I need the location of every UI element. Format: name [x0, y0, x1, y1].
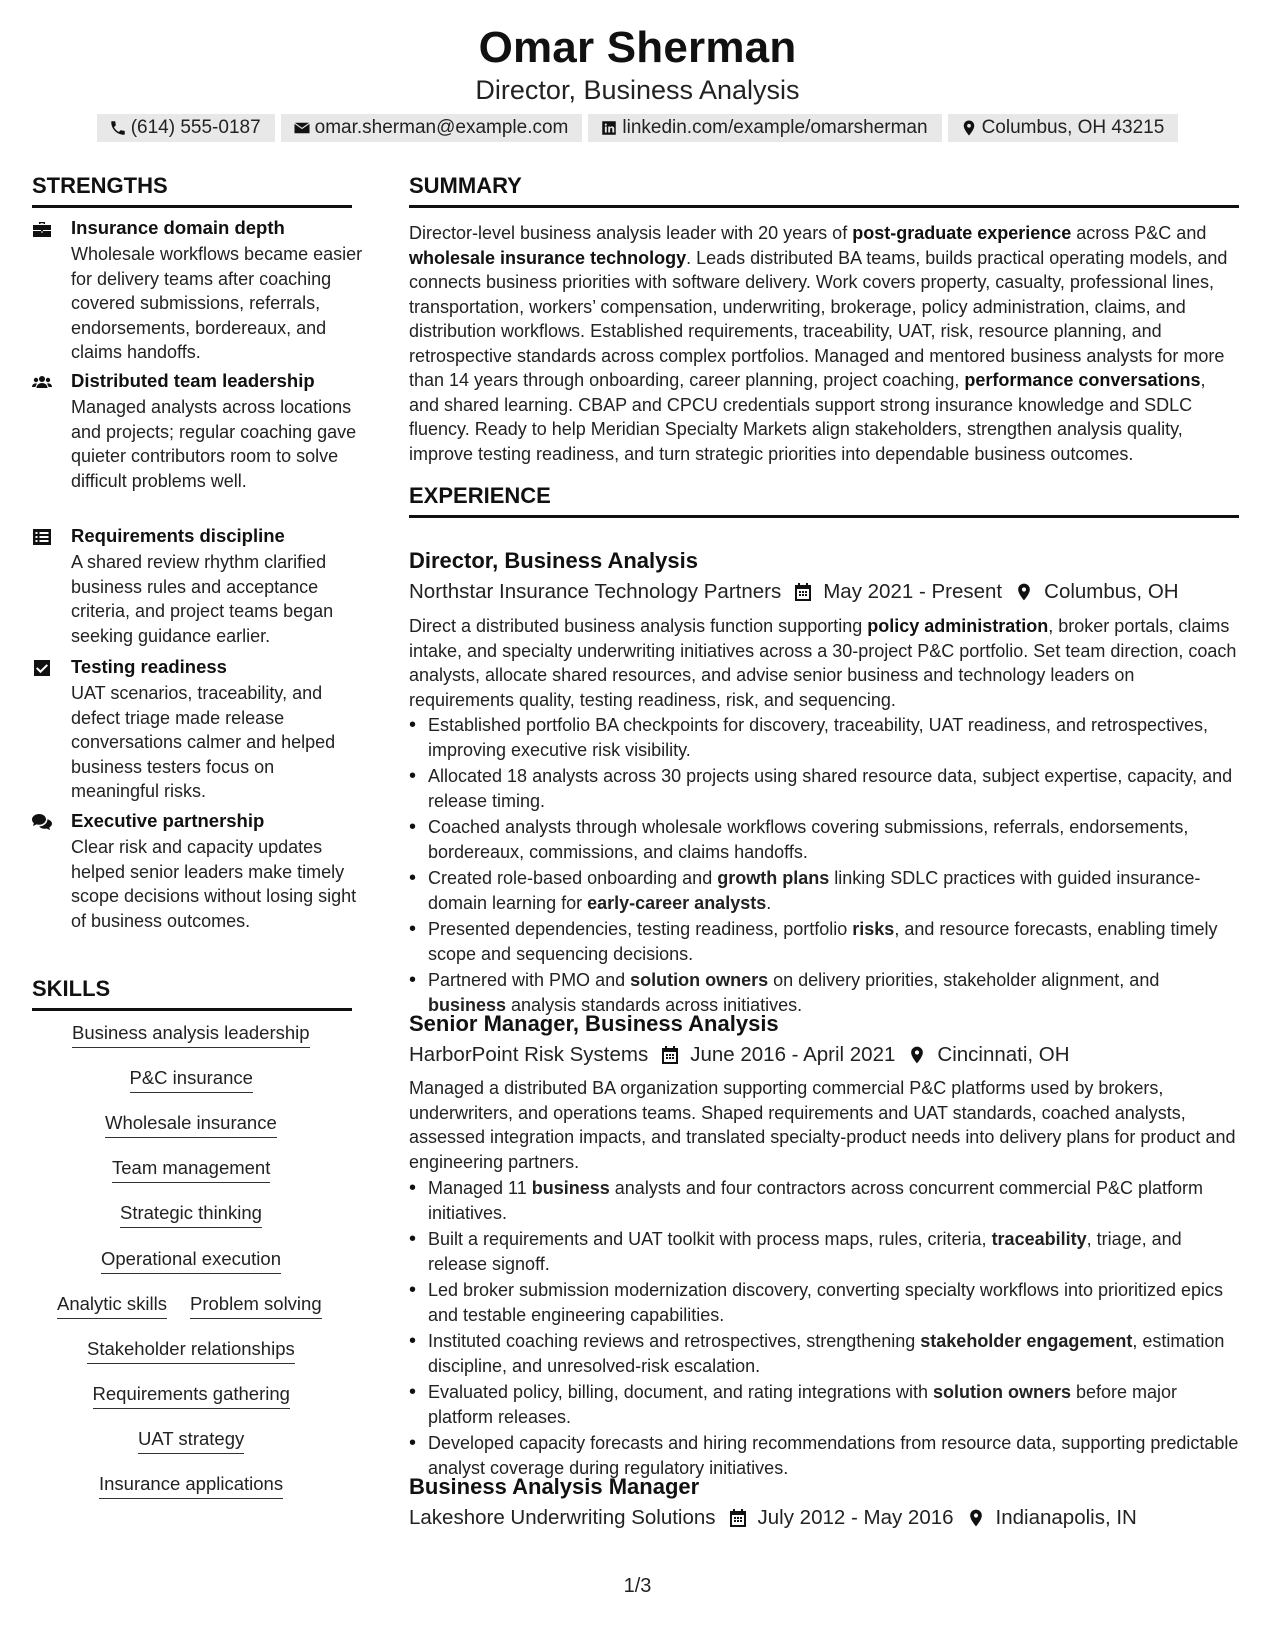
skill-tag: Operational execution — [101, 1248, 281, 1274]
location-icon — [907, 1045, 927, 1065]
job-dates: June 2016 - April 2021 — [690, 1043, 896, 1066]
summary-heading: SUMMARY — [409, 173, 1239, 208]
contact-phone-text: (614) 555-0187 — [130, 117, 261, 138]
comments-icon — [32, 813, 52, 831]
strength-title: Testing readiness — [71, 656, 227, 677]
job-location: Cincinnati, OH — [937, 1043, 1070, 1066]
resume-header — [0, 22, 1275, 106]
job-bullet: • Created role-based onboarding and growth plans linking SDLC practices with guided insurance-domain learning for early-career analysts. — [409, 866, 1239, 915]
job-meta — [409, 1506, 1137, 1530]
calendar-icon — [660, 1045, 680, 1065]
job-bullet: • Instituted coaching reviews and retrospectives, strengthening stakeholder engagement, estimation discipline, and unresolved-risk escalation. — [409, 1329, 1239, 1378]
contact-location[interactable] — [948, 114, 1179, 142]
contact-linkedin-text: linkedin.com/example/omarsherman — [622, 117, 928, 138]
skill-tag: Analytic skills — [57, 1293, 167, 1319]
job-bullet: • Built a requirements and UAT toolkit with process maps, rules, criteria, traceability, triage, and release signoff. — [409, 1227, 1239, 1276]
job-meta — [409, 580, 1179, 604]
page-number: 1/3 — [623, 1575, 652, 1597]
job-bullet: • Evaluated policy, billing, document, and rating integrations with solution owners before major platform releases. — [409, 1380, 1239, 1429]
checkbox-icon — [32, 659, 52, 677]
strength-title: Insurance domain depth — [71, 217, 285, 238]
contact-location-text: Columbus, OH 43215 — [981, 117, 1165, 138]
skill-tag: Wholesale insurance — [105, 1112, 277, 1138]
users-icon — [32, 373, 52, 391]
briefcase-icon — [32, 220, 52, 238]
location-icon — [960, 119, 978, 137]
job-bullets — [409, 1176, 1239, 1482]
job-title: Senior Manager, Business Analysis — [409, 1011, 779, 1036]
job-description: Direct a distributed business analysis function supporting policy administration, broker portals, claims intake, and specialty underwriting initiatives across a 30-project P&C portfolio. Set team direction, coach analysts, allocate shared resources, and advise senior business and technology leaders on requirements quality, testing readiness, risk, and sequencing. — [409, 616, 1237, 710]
job-bullet: • Managed 11 business analysts and four contractors across concurrent commercial P&C platform initiatives. — [409, 1176, 1239, 1225]
contact-email[interactable] — [281, 114, 583, 142]
location-icon — [1014, 582, 1034, 602]
strength-description: Wholesale workflows became easier for delivery teams after coaching covered submissions, referrals, endorsements, bordereaux, and claims handoffs. — [71, 244, 363, 362]
job-bullet: • Established portfolio BA checkpoints for discovery, traceability, UAT readiness, and retrospectives, improving executive risk visibility. — [409, 713, 1239, 762]
job-company: Northstar Insurance Technology Partners — [409, 580, 782, 603]
skill-tag: Insurance applications — [99, 1473, 283, 1499]
linkedin-icon — [600, 119, 618, 137]
experience-heading: EXPERIENCE — [409, 483, 1239, 518]
list-icon — [32, 528, 52, 546]
skill-tag: Problem solving — [190, 1293, 322, 1319]
job-bullet: • Coached analysts through wholesale workflows covering submissions, referrals, endorsements, bordereaux, commissions, and claims handoffs. — [409, 815, 1239, 864]
job-bullet: • Allocated 18 analysts across 30 projects using shared resource data, subject expertise, capacity, and release timing. — [409, 764, 1239, 813]
strength-description: UAT scenarios, traceability, and defect triage made release conversations calmer and helped business testers focus on meaningful risks. — [71, 683, 336, 801]
contact-phone[interactable] — [97, 114, 275, 142]
job-meta — [409, 1043, 1070, 1067]
skill-tag: P&C insurance — [130, 1067, 253, 1093]
job-dates: July 2012 - May 2016 — [757, 1506, 954, 1529]
phone-icon — [109, 119, 127, 137]
job-dates: May 2021 - Present — [823, 580, 1003, 603]
strength-title: Requirements discipline — [71, 525, 285, 546]
strength-description: Clear risk and capacity updates helped senior leaders make timely scope decisions without losing sight of business outcomes. — [71, 837, 357, 931]
skill-tag: UAT strategy — [138, 1428, 244, 1454]
job-description: Managed a distributed BA organization supporting commercial P&C platforms used by brokers, underwriters, and operations teams. Shaped requirements and UAT standards, coached analysts, assessed integration impacts, and translated specialty-product needs into delivery plans for product and engineering partners. — [409, 1078, 1236, 1172]
job-bullet: • Developed capacity forecasts and hiring recommendations from resource data, supporting predictable analyst coverage during regulatory initiatives. — [409, 1431, 1239, 1480]
job-title: Director, Business Analysis — [409, 548, 698, 573]
skill-tag: Team management — [112, 1157, 270, 1183]
job-company: HarborPoint Risk Systems — [409, 1043, 649, 1066]
strengths-heading: STRENGTHS — [32, 173, 352, 208]
strength-title: Distributed team leadership — [71, 370, 315, 391]
summary-text: Director-level business analysis leader with 20 years of post-graduate experience across P&C and wholesale insurance technology. Leads distributed BA teams, builds practical operating models, and connects business priorities with software delivery. Work covers property, casualty, professional lines, transportation, workers’ compensation, underwriting, brokerage, policy administration, claims, and distribution workflows. Established requirements, traceability, UAT, risk, resource planning, and retrospective standards across complex portfolios. Managed and mentored business analysts for more than 14 years through onboarding, career planning, project coaching, performance conversations, and shared learning. CBAP and CPCU credentials support strong insurance knowledge and SDLC fluency. Ready to help Meridian Specialty Markets align stakeholders, strengthen analysis quality, improve testing readiness, and turn strategic priorities into dependable business outcomes. — [409, 223, 1228, 464]
job-location: Columbus, OH — [1044, 580, 1179, 603]
skill-tag: Business analysis leadership — [72, 1022, 310, 1048]
job-bullet: • Partnered with PMO and solution owners on delivery priorities, stakeholder alignment, and business analysis standards across initiatives. — [409, 968, 1239, 1017]
skills-heading: SKILLS — [32, 976, 352, 1011]
contact-linkedin[interactable] — [588, 114, 941, 142]
strength-description: Managed analysts across locations and projects; regular coaching gave quieter contributors room to solve difficult problems well. — [71, 397, 357, 491]
strength-description: A shared review rhythm clarified business rules and acceptance criteria, and project teams began seeking guidance earlier. — [71, 552, 334, 646]
job-bullets — [409, 713, 1239, 1019]
job-bullet: • Presented dependencies, testing readiness, portfolio risks, and resource forecasts, enabling timely scope and sequencing decisions. — [409, 917, 1239, 966]
skill-tag: Requirements gathering — [93, 1383, 290, 1409]
contact-bar — [0, 114, 1275, 142]
skill-tag: Stakeholder relationships — [87, 1338, 295, 1364]
email-icon — [293, 119, 311, 137]
location-icon — [966, 1508, 986, 1528]
candidate-name: Omar Sherman — [478, 23, 797, 72]
job-bullet: • Led broker submission modernization discovery, converting specialty workflows into prioritized epics and testable engineering capabilities. — [409, 1278, 1239, 1327]
job-company: Lakeshore Underwriting Solutions — [409, 1506, 716, 1529]
calendar-icon — [793, 582, 813, 602]
candidate-title: Director, Business Analysis — [475, 75, 800, 105]
job-title: Business Analysis Manager — [409, 1474, 700, 1499]
strength-title: Executive partnership — [71, 810, 265, 831]
job-location: Indianapolis, IN — [995, 1506, 1137, 1529]
calendar-icon — [728, 1508, 748, 1528]
skill-tag: Strategic thinking — [120, 1202, 262, 1228]
contact-email-text: omar.sherman@example.com — [314, 117, 569, 138]
